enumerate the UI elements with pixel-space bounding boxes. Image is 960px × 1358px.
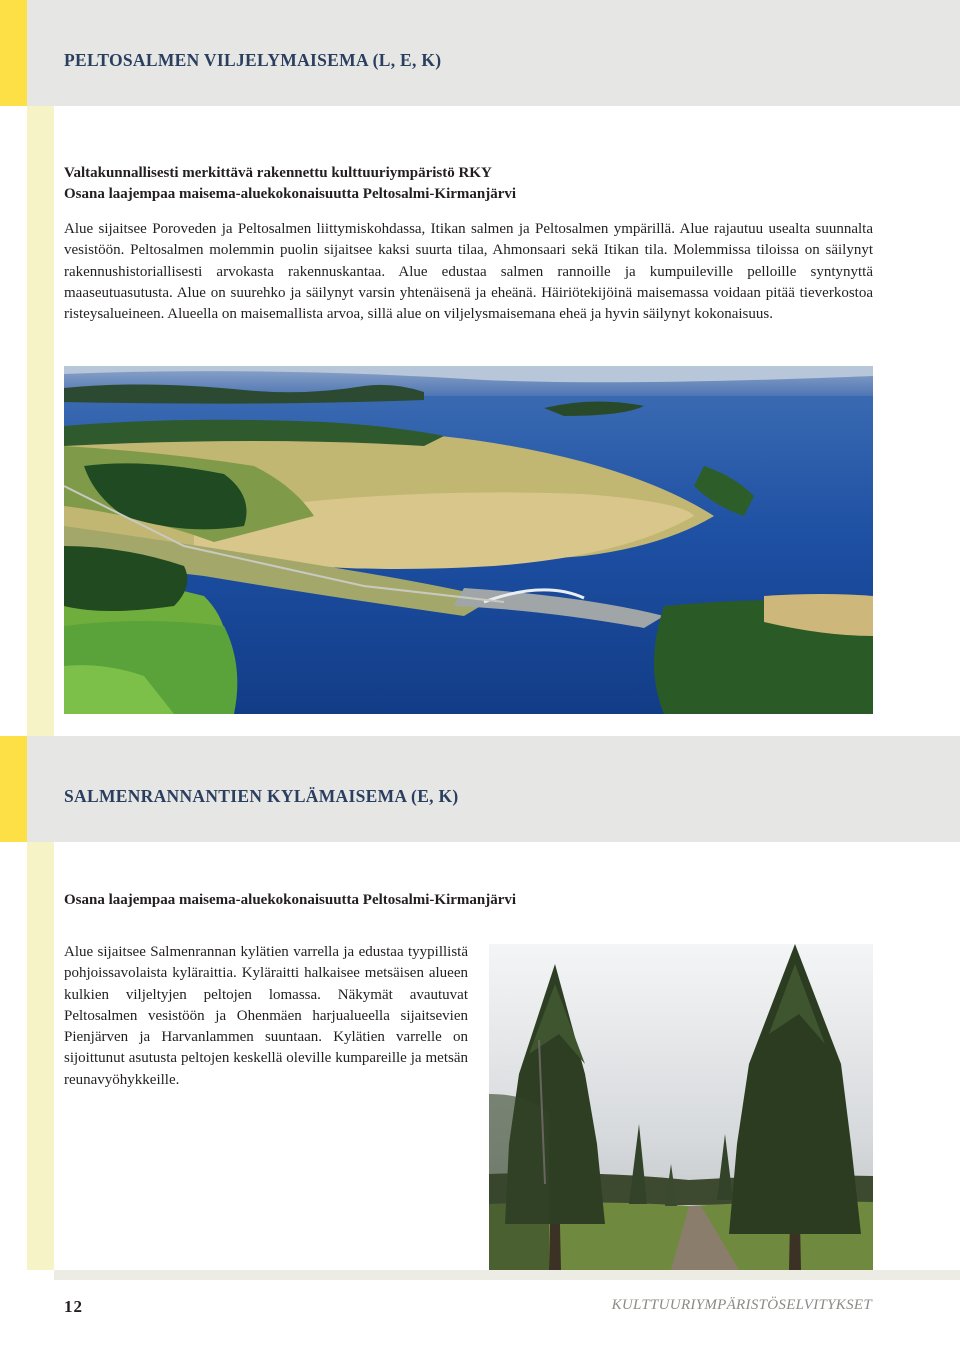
publication-title: KULTTUURIYMPÄRISTÖSELVITYKSET: [611, 1297, 872, 1313]
section1-cream-strip: [27, 106, 54, 736]
footer-band: [54, 1270, 960, 1280]
section2-yellow-tab: [0, 736, 27, 842]
page-number: 12: [64, 1297, 83, 1316]
section1-title: PELTOSALMEN VILJELYMAISEMA (L, E, K): [64, 50, 442, 70]
section2-title: SALMENRANNANTIEN KYLÄMAISEMA (E, K): [64, 786, 459, 806]
section1-body: Alue sijaitsee Poroveden ja Peltosalmen liittymiskohdassa, Itikan salmen ja Peltosalmen ympärillä. Alue rajautuu usealta suunnalta vesistöön. Peltosalmen molemmin puolin sijaitsee kaksi suurta tilaa, Ahmonsaari sekä Itikan tila. Molemmissa tiloissa on säilynyt rakennushistoriallisesti arvokasta rakennuskantaa. Alue edustaa salmen rannoille ja kumpuileville pelloille syntynyttä maaseutuasutusta. Alue on suurehko ja säilynyt varsin yhtenäisenä ja eheänä. Häiriötekijöinä maisemassa voidaan pitää tieverkostoa risteysalueineen. Alueella on maisemallista arvoa, sillä alue on viljelysmaisemana eheä ja hyvin säilynyt kokonaisuus.: [64, 221, 873, 323]
section1-subtitle-area: Osana laajempaa maisema-aluekokonaisuutta Peltosalmi-Kirmanjärvi: [64, 186, 517, 202]
village-road-photo: [489, 944, 873, 1270]
aerial-photo: [64, 366, 873, 714]
section1-subtitle-rky: Valtakunnallisesti merkittävä rakennettu kulttuuriympäristö RKY: [64, 165, 492, 181]
section1-yellow-tab: [0, 0, 27, 106]
section2-cream-strip: [27, 842, 54, 1270]
section2-body: Alue sijaitsee Salmenrannan kylätien varrella ja edustaa tyypillistä pohjoissavolaista kyläraittia. Kyläraitti halkaisee metsäisen alueen kulkien viljeltyjen peltojen lomassa. Näkymät avautuvat Peltosalmen vesistöön ja Ohenmäen harjualueella sijaitsevien Pienjärven ja Harvanlammen suuntaan. Kylätien varrelle on sijoittunut asutusta peltojen keskellä oleville kumpareille ja metsän reunavyöhykkeille.: [64, 944, 468, 1088]
section2-subtitle-area: Osana laajempaa maisema-aluekokonaisuutta Peltosalmi-Kirmanjärvi: [64, 892, 517, 908]
